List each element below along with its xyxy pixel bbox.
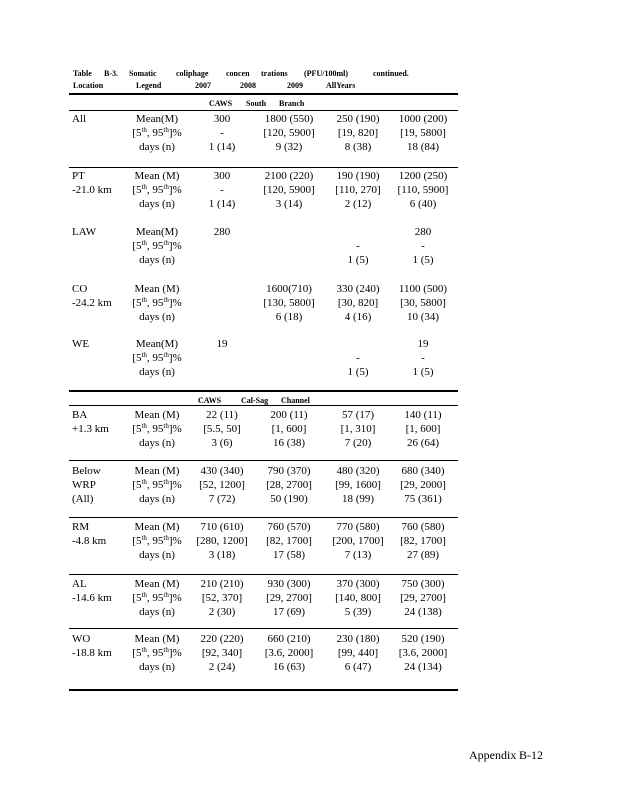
legend-cell — [128, 464, 186, 506]
table-cell: [5th, 95th]% — [132, 239, 182, 252]
table-cell: [5th, 95th]% — [132, 351, 182, 364]
table-cell — [187, 282, 257, 296]
table-cell: [3.6, 2000] — [398, 647, 448, 659]
table-cell: 1 (14) — [208, 141, 236, 153]
table-cell: 200 (11) — [270, 409, 308, 421]
table-cell: 6 (40) — [409, 198, 437, 210]
footer-page-number: B-12 — [519, 748, 543, 762]
table-cell: -14.6 km — [72, 592, 112, 604]
value-column-c2008 — [252, 408, 326, 450]
table-cell: 18 (99) — [341, 493, 375, 505]
table-cell: 300 — [213, 113, 231, 125]
table-cell: [19, 5800] — [400, 127, 446, 139]
value-column-call — [390, 225, 456, 267]
table-cell: (All) — [72, 493, 94, 505]
value-column-call — [390, 112, 456, 154]
table-cell: days (n) — [139, 311, 175, 323]
table-cell: [30, 820] — [337, 297, 379, 309]
value-column-call — [390, 282, 456, 324]
table-cell: 1000 (200) — [398, 113, 448, 125]
table-cell: 280 — [213, 226, 231, 238]
value-column-c2007 — [187, 632, 257, 674]
title-continued: continued. — [373, 69, 409, 78]
table-cell: 250 (190) — [336, 113, 380, 125]
legend-cell — [128, 112, 186, 154]
value-column-call — [390, 520, 456, 562]
table-cell — [187, 296, 257, 310]
value-column-c2007 — [187, 520, 257, 562]
value-column-c2009 — [327, 282, 389, 324]
table-cell: 4 (16) — [344, 311, 372, 323]
table-cell: - — [356, 240, 360, 252]
table-cell: 430 (340) — [200, 465, 244, 477]
table-cell — [187, 253, 257, 267]
location-cell — [72, 225, 96, 239]
legend-cell — [128, 169, 186, 211]
section-label: Channel — [281, 396, 310, 405]
table-cell: WO — [72, 633, 91, 645]
value-column-c2007 — [187, 408, 257, 450]
legend-cell — [128, 577, 186, 619]
legend-cell — [128, 632, 186, 674]
table-cell — [187, 310, 257, 324]
legend-cell — [128, 282, 186, 324]
table-cell: 790 (370) — [267, 465, 311, 477]
location-cell — [72, 112, 86, 126]
table-cell: 710 (610) — [200, 521, 244, 533]
value-column-call — [390, 169, 456, 211]
title-table-number: B-3. — [104, 69, 118, 78]
table-cell: 930 (300) — [267, 578, 311, 590]
table-cell: days (n) — [139, 366, 175, 378]
value-column-c2007 — [187, 282, 257, 324]
table-cell: [140, 800] — [335, 592, 381, 604]
section-rule — [69, 405, 458, 406]
table-cell — [252, 225, 326, 239]
table-cell: 370 (300) — [336, 578, 380, 590]
table-cell: 760 (580) — [401, 521, 445, 533]
table-cell: 1600(710) — [266, 283, 312, 295]
table-cell: [120, 5900] — [263, 184, 315, 196]
value-column-c2009 — [327, 169, 389, 211]
table-cell: 8 (38) — [344, 141, 372, 153]
title-word: Somatic — [129, 69, 157, 78]
table-cell: days (n) — [139, 549, 175, 561]
table-cell: [29, 2700] — [266, 592, 312, 604]
table-cell: [280, 1200] — [196, 535, 248, 547]
table-cell: Mean(M) — [135, 226, 179, 238]
table-cell: 24 (138) — [404, 606, 442, 618]
table-cell: 300 — [213, 170, 231, 182]
location-cell — [72, 408, 109, 436]
table-cell: 22 (11) — [206, 409, 238, 421]
legend-cell — [128, 337, 186, 379]
table-cell: [99, 1600] — [335, 479, 381, 491]
header-2008: 2008 — [240, 81, 256, 90]
table-cell: [5th, 95th]% — [132, 591, 182, 604]
section-label: CAWS — [198, 396, 222, 405]
table-cell: 2 (30) — [208, 606, 236, 618]
table-cell: [5th, 95th]% — [132, 534, 182, 547]
table-cell: LAW — [72, 226, 97, 238]
value-column-c2009 — [327, 408, 389, 450]
value-column-c2008 — [252, 464, 326, 506]
section-rule — [69, 390, 458, 392]
table-cell: 5 (39) — [344, 606, 372, 618]
table-cell: 1 (5) — [347, 254, 369, 266]
table-cell: Mean (M) — [134, 633, 180, 645]
value-column-c2008 — [252, 632, 326, 674]
table-cell: [52, 1200] — [199, 479, 245, 491]
section-label: South — [246, 99, 267, 108]
value-column-c2008 — [252, 169, 326, 211]
table-cell: BA — [72, 409, 88, 421]
table-cell: 50 (190) — [270, 493, 308, 505]
table-cell: 230 (180) — [336, 633, 380, 645]
header-all-years: AllYears — [326, 81, 356, 90]
table-cell: [200, 1700] — [332, 535, 384, 547]
table-cell: RM — [72, 521, 90, 533]
value-column-c2008 — [252, 282, 326, 324]
header-rule — [69, 93, 458, 95]
table-cell — [252, 337, 326, 351]
table-cell: [99, 440] — [337, 647, 379, 659]
table-cell: -18.8 km — [72, 647, 112, 659]
legend-cell — [128, 408, 186, 450]
value-column-c2009 — [327, 520, 389, 562]
row-separator — [69, 628, 458, 629]
title-word: coliphage — [176, 69, 209, 78]
table-cell: 24 (134) — [404, 661, 442, 673]
value-column-call — [390, 408, 456, 450]
table-cell: 16 (63) — [272, 661, 306, 673]
table-cell: AL — [72, 578, 87, 590]
legend-cell — [128, 520, 186, 562]
section-label: Branch — [279, 99, 305, 108]
row-separator — [69, 167, 458, 168]
table-cell — [252, 239, 326, 253]
table-cell: days (n) — [139, 141, 175, 153]
table-cell: Mean(M) — [135, 338, 179, 350]
value-column-call — [390, 577, 456, 619]
table-cell: [5th, 95th]% — [132, 183, 182, 196]
table-cell: [1, 600] — [405, 423, 441, 435]
location-cell — [72, 169, 112, 197]
table-cell: 75 (361) — [404, 493, 442, 505]
table-cell: Mean (M) — [134, 521, 180, 533]
table-cell: [52, 370] — [201, 592, 243, 604]
value-column-c2009 — [327, 577, 389, 619]
table-cell: 220 (220) — [200, 633, 244, 645]
header-2007: 2007 — [195, 81, 211, 90]
table-cell: days (n) — [139, 661, 175, 673]
table-cell — [187, 351, 257, 365]
table-cell: WE — [72, 338, 90, 350]
location-cell — [72, 632, 112, 660]
table-cell: [28, 2700] — [266, 479, 312, 491]
row-separator — [69, 517, 458, 518]
table-cell: 480 (320) — [336, 465, 380, 477]
table-cell: PT — [72, 170, 85, 182]
title-word: (PFU/100ml) — [304, 69, 348, 78]
table-cell: 1 (5) — [412, 366, 434, 378]
table-cell: 680 (340) — [401, 465, 445, 477]
table-cell: 330 (240) — [336, 283, 380, 295]
table-cell: Mean (M) — [134, 465, 180, 477]
table-cell: 1 (14) — [208, 198, 236, 210]
table-cell: All — [72, 113, 87, 125]
table-cell: Below — [72, 465, 101, 477]
table-cell: - — [220, 127, 224, 139]
table-cell: 1100 (500) — [398, 283, 448, 295]
value-column-c2007 — [187, 577, 257, 619]
table-cell: 57 (17) — [341, 409, 375, 421]
table-cell: days (n) — [139, 493, 175, 505]
section-rule — [69, 110, 458, 111]
table-cell: 1800 (550) — [264, 113, 314, 125]
table-cell: [5th, 95th]% — [132, 126, 182, 139]
table-cell: -24.2 km — [72, 297, 112, 309]
table-cell: 6 (18) — [275, 311, 303, 323]
header-2009: 2009 — [287, 81, 303, 90]
table-cell: Mean(M) — [135, 113, 179, 125]
table-cell — [187, 365, 257, 379]
row-separator — [69, 460, 458, 461]
table-cell: - — [421, 352, 425, 364]
table-cell: 6 (47) — [344, 661, 372, 673]
table-cell: 280 — [414, 226, 432, 238]
value-column-c2009 — [327, 112, 389, 154]
table-cell: 3 (18) — [208, 549, 236, 561]
table-cell: Mean (M) — [134, 409, 180, 421]
value-column-c2008 — [252, 520, 326, 562]
table-cell: -4.8 km — [72, 535, 107, 547]
table-cell: 16 (38) — [272, 437, 306, 449]
table-cell: 760 (570) — [267, 521, 311, 533]
table-cell: [5th, 95th]% — [132, 422, 182, 435]
location-cell — [72, 464, 101, 506]
value-column-c2008 — [252, 337, 326, 379]
table-cell: days (n) — [139, 606, 175, 618]
table-cell: 18 (84) — [406, 141, 440, 153]
table-cell — [327, 337, 389, 351]
value-column-c2009 — [327, 337, 389, 379]
table-cell: 7 (72) — [208, 493, 236, 505]
table-cell: [110, 270] — [335, 184, 381, 196]
header-legend: Legend — [136, 81, 162, 90]
table-cell: Mean (M) — [134, 283, 180, 295]
table-cell: 27 (89) — [406, 549, 440, 561]
table-cell: days (n) — [139, 437, 175, 449]
table-cell: 190 (190) — [336, 170, 380, 182]
table-cell: 1200 (250) — [398, 170, 448, 182]
table-cell: [1, 310] — [340, 423, 376, 435]
table-cell: [3.6, 2000] — [264, 647, 314, 659]
table-cell: - — [356, 352, 360, 364]
table-cell: - — [421, 240, 425, 252]
table-cell: -21.0 km — [72, 184, 112, 196]
table-cell: 210 (210) — [200, 578, 244, 590]
table-cell: Mean (M) — [134, 170, 180, 182]
section-label: Cal-Sag — [241, 396, 269, 405]
table-cell — [187, 239, 257, 253]
table-cell: [92, 340] — [201, 647, 243, 659]
table-cell — [252, 351, 326, 365]
value-column-c2008 — [252, 112, 326, 154]
table-cell — [252, 253, 326, 267]
header-location: Location — [73, 81, 104, 90]
table-cell: 1 (5) — [412, 254, 434, 266]
table-cell: [30, 5800] — [400, 297, 446, 309]
table-cell: WRP — [72, 479, 96, 491]
value-column-c2008 — [252, 225, 326, 267]
table-bottom-rule — [69, 689, 458, 691]
table-cell: CO — [72, 283, 88, 295]
table-cell: 2100 (220) — [264, 170, 314, 182]
legend-cell — [128, 225, 186, 267]
table-cell: 3 (6) — [211, 437, 233, 449]
value-column-call — [390, 464, 456, 506]
table-cell: [130, 5800] — [263, 297, 315, 309]
title-table-word: Table — [73, 69, 92, 78]
table-cell: [19, 820] — [337, 127, 379, 139]
table-cell: [5th, 95th]% — [132, 646, 182, 659]
value-column-call — [390, 337, 456, 379]
table-cell: 520 (190) — [401, 633, 445, 645]
value-column-c2007 — [187, 225, 257, 267]
table-cell: 2 (12) — [344, 198, 372, 210]
table-cell: 19 — [417, 338, 429, 350]
table-cell: 7 (20) — [344, 437, 372, 449]
table-cell: - — [220, 184, 224, 196]
table-cell: [110, 5900] — [397, 184, 449, 196]
table-cell: [29, 2000] — [400, 479, 446, 491]
table-cell: 660 (210) — [267, 633, 311, 645]
value-column-c2007 — [187, 337, 257, 379]
table-cell: 3 (14) — [275, 198, 303, 210]
location-cell — [72, 282, 112, 310]
table-cell: 750 (300) — [401, 578, 445, 590]
table-cell: 2 (24) — [208, 661, 236, 673]
row-separator — [69, 574, 458, 575]
value-column-c2007 — [187, 464, 257, 506]
table-cell: days (n) — [139, 254, 175, 266]
value-column-c2007 — [187, 112, 257, 154]
section-label: CAWS — [209, 99, 233, 108]
table-cell: 26 (64) — [406, 437, 440, 449]
table-cell: [82, 1700] — [266, 535, 312, 547]
table-cell: 10 (34) — [406, 311, 440, 323]
table-cell: 19 — [216, 338, 228, 350]
value-column-c2009 — [327, 464, 389, 506]
table-cell: [5.5, 50] — [203, 423, 241, 435]
value-column-c2009 — [327, 225, 389, 267]
table-cell: [29, 2700] — [400, 592, 446, 604]
table-cell: 9 (32) — [275, 141, 303, 153]
value-column-c2008 — [252, 577, 326, 619]
table-cell: [5th, 95th]% — [132, 296, 182, 309]
title-word: concen — [226, 69, 250, 78]
footer-appendix: Appendix — [469, 748, 517, 762]
table-cell — [252, 365, 326, 379]
value-column-call — [390, 632, 456, 674]
table-cell: 140 (11) — [404, 409, 442, 421]
table-cell — [327, 225, 389, 239]
table-cell: 7 (13) — [344, 549, 372, 561]
location-cell — [72, 337, 89, 351]
table-cell: +1.3 km — [72, 423, 109, 435]
table-cell: 1 (5) — [347, 366, 369, 378]
table-cell: 17 (58) — [272, 549, 306, 561]
table-cell: [5th, 95th]% — [132, 478, 182, 491]
table-cell: [82, 1700] — [400, 535, 446, 547]
value-column-c2007 — [187, 169, 257, 211]
table-cell: Mean (M) — [134, 578, 180, 590]
table-cell: [120, 5900] — [263, 127, 315, 139]
table-cell: 17 (69) — [272, 606, 306, 618]
table-cell: 770 (580) — [336, 521, 380, 533]
location-cell — [72, 520, 106, 548]
location-cell — [72, 577, 112, 605]
title-word: trations — [261, 69, 288, 78]
value-column-c2009 — [327, 632, 389, 674]
table-cell: [1, 600] — [271, 423, 307, 435]
table-cell: days (n) — [139, 198, 175, 210]
